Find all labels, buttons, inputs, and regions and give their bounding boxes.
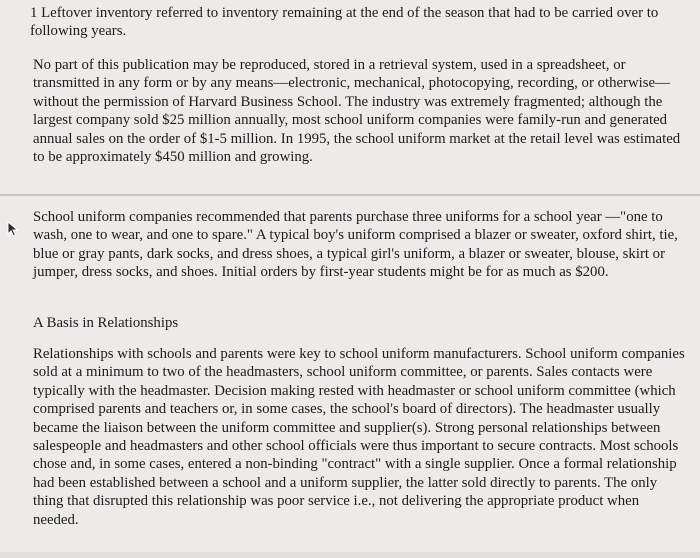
pointer-cursor-icon <box>6 221 20 237</box>
bottom-edge <box>0 552 700 558</box>
paragraph-uniform-recommendations: School uniform companies recommended that parents purchase three uniforms for a school year —"one to wash, one to wear, and one to spare." A typical boy's uniform comprised a blazer or sweater, oxford shirt, tie, blue or gray pants, dark socks, and dress shoes, a typical girl's uniform, a blazer or sweater, blouse, skirt or jumper, dress socks, and shoes. Initial orders by first-year students might be for as much as $200. <box>33 209 678 281</box>
paragraph-relationships: Relationships with schools and parents were key to school uniform manufacturers. School uniform companies sold at a minimum to two of the headmasters, school uniform committee, or parents. Sales contacts were typically with the headmaster. Decision making rested with headmaster or school uniform committee (which comprised parents and teachers or, in some cases, the school's board of directors). The headmaster usually became the liaison between the uniform committee and supplier(s). Strong personal relationships between salespeople and headmasters and other school officials were thus important to secure contracts. Most schools chose and, in some cases, entered a non-binding "contract" with a single supplier. Once a formal relationship had been established between a school and a uniform supplier, the latter sold directly to parents. The only thing that disrupted this relationship was poor service i.e., not delivering the appropriate product when needed. <box>33 346 685 528</box>
paragraph-copyright-industry: No part of this publication may be reproduced, stored in a retrieval system, used in a spreadsheet, or transmitted in any form or by any means—electronic, mechanical, photocopying, recording, or otherwise—without the permission of Harvard Business School. The industry was extremely fragmented; although the largest company sold $25 million annually, most school uniform companies were family-run and generated annual sales on the order of $1-5 million. In 1995, the school uniform market at the retail level was estimated to be approximately $450 million and growing. <box>33 57 681 166</box>
footnote: 1 Leftover inventory referred to inventory remaining at the end of the season that had to be carried over to following years. <box>30 5 659 40</box>
section-heading: A Basis in Relationships <box>33 315 179 331</box>
section-divider <box>0 194 700 196</box>
